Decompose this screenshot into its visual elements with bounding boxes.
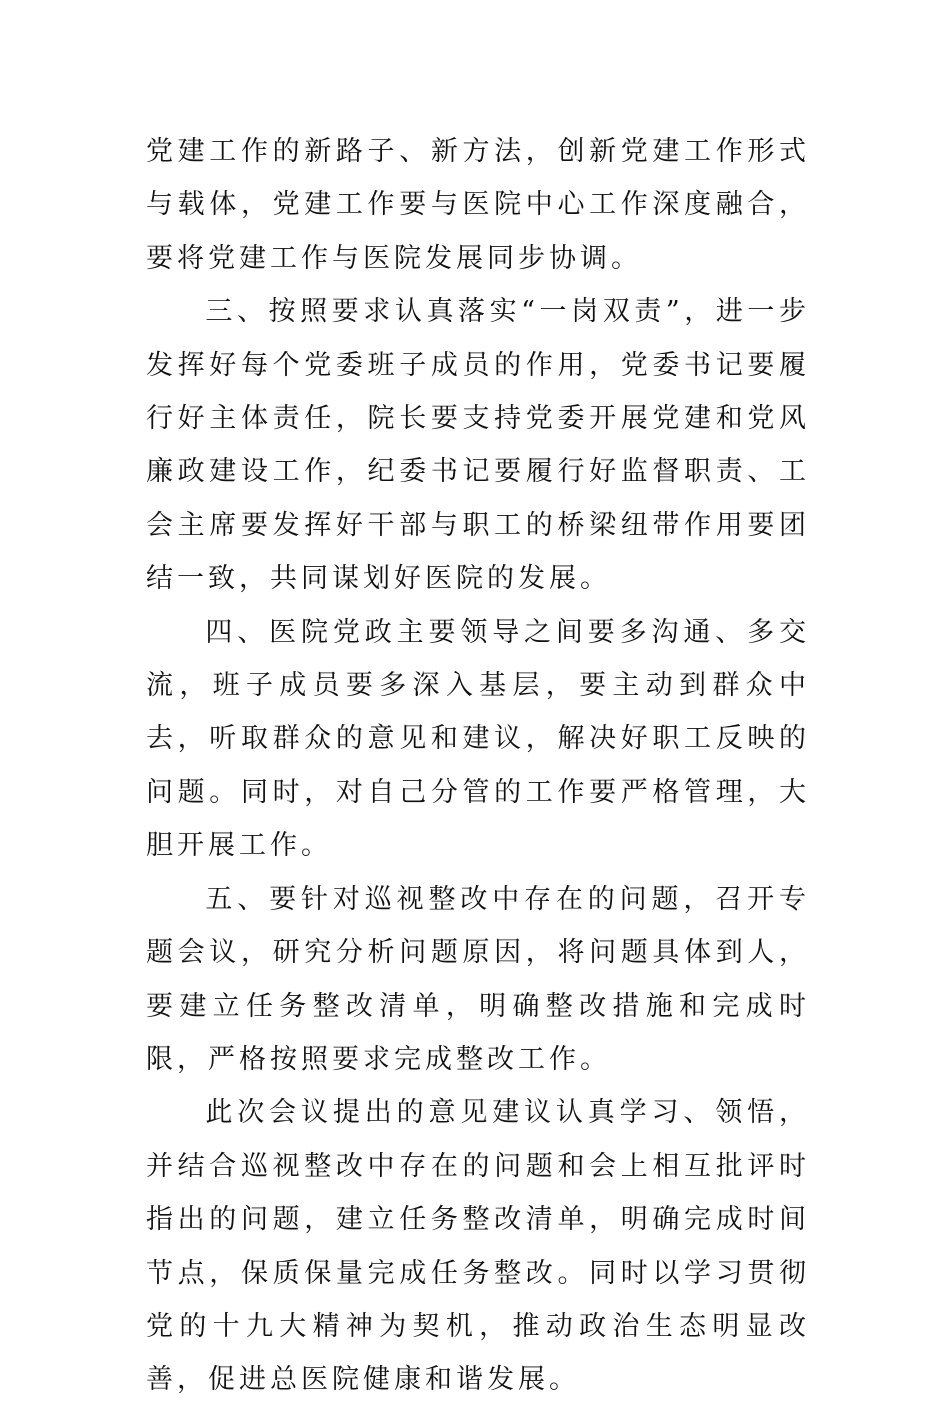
paragraph-item-five: 五、要针对巡视整改中存在的问题，召开专题会议，研究分析问题原因，将问题具体到人，要建立任务整改清单，明确整改措施和完成时限，严格按照要求完成整改工作。 <box>146 883 810 1075</box>
paragraph-continuation: 党建工作的新路子、新方法，创新党建工作形式与载体，党建工作要与医院中心工作深度融合，要将党建工作与医院发展同步协调。 <box>146 136 810 274</box>
document-body <box>146 125 810 1407</box>
paragraph-item-four: 四、医院党政主要领导之间要多沟通、多交流，班子成员要多深入基层，要主动到群众中去，听取群众的意见和建议，解决好职工反映的问题。同时，对自己分管的工作要严格管理，大胆开展工作。 <box>146 616 810 862</box>
paragraph-item-three: 三、按照要求认真落实“一岗双责”，进一步发挥好每个党委班子成员的作用，党委书记要履行好主体责任，院长要支持党委开展党建和党风廉政建设工作，纪委书记要履行好监督职责、工会主席要发挥好干部与职工的桥梁纽带作用要团结一致，共同谋划好医院的发展。 <box>146 296 810 595</box>
paragraph-conclusion: 此次会议提出的意见建议认真学习、领悟，并结合巡视整改中存在的问题和会上相互批评时指出的问题，建立任务整改清单，明确完成时间节点，保质保量完成任务整改。同时以学习贯彻党的十九大精神为契机，推动政治生态明显改善，促进总医院健康和谐发展。 <box>146 1097 810 1396</box>
